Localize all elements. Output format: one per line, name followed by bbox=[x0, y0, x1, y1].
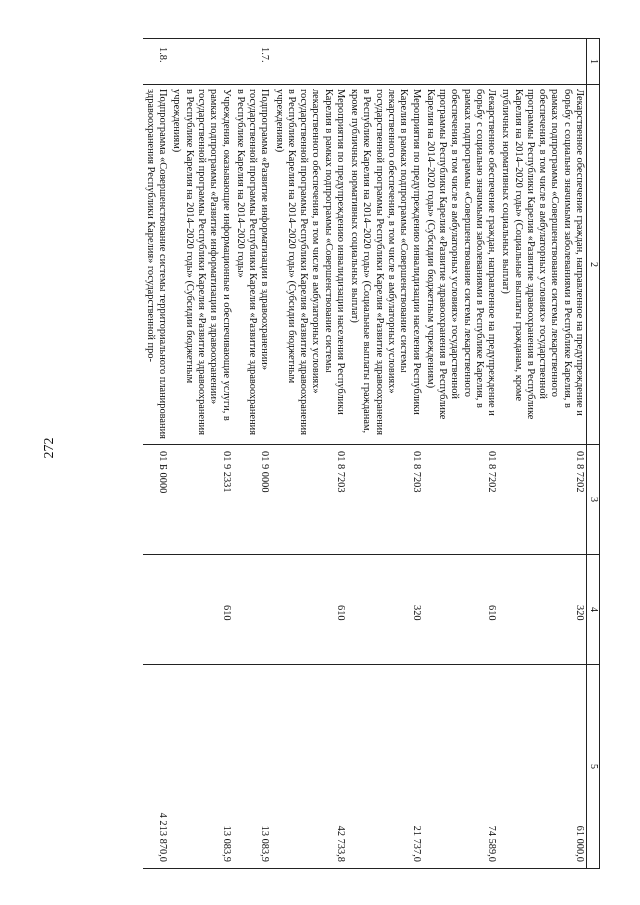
row-target-code: 01 Б 0000 bbox=[143, 445, 170, 555]
rotated-table-container bbox=[80, 38, 600, 868]
row-number bbox=[271, 39, 347, 85]
row-target-code: 01 8 7202 bbox=[423, 445, 499, 555]
table-row bbox=[423, 39, 499, 869]
row-number bbox=[498, 39, 586, 85]
header-col-4: 4 bbox=[587, 555, 600, 665]
row-target-code: 01 9 0000 bbox=[233, 445, 272, 555]
row-number bbox=[347, 39, 423, 85]
table-row bbox=[169, 39, 232, 869]
row-expense-type: 610 bbox=[271, 555, 347, 665]
table-row bbox=[233, 39, 272, 869]
page-number: 272 bbox=[42, 437, 57, 459]
row-amount: 21 737,0 bbox=[347, 665, 423, 869]
row-target-code: 01 9 2331 bbox=[169, 445, 232, 555]
row-target-code: 01 8 7203 bbox=[271, 445, 347, 555]
header-col-5: 5 bbox=[587, 665, 600, 869]
row-description: Мероприятия по предупреждению инвалидизации населения Республики Карелия в рамках подпрограммы «Совершенствование системы лекарственного обеспечения, в том числе в амбулаторных условиях» государственной программы Республики Карелия «Развитие здравоохранения в Республике Карелия на 2014–2020 годы» (Социальные выплаты гражданам, кроме публичных нормативных социальных выплат) bbox=[347, 85, 423, 445]
table-row bbox=[271, 39, 347, 869]
row-target-code: 01 8 7203 bbox=[347, 445, 423, 555]
header-col-3: 3 bbox=[587, 445, 600, 555]
row-description: Лекарственное обеспечение граждан, направленное на предупреждение и борьбу с социально значимыми заболеваниями в Республике Карелия, в рамках подпрограммы «Совершенствование системы лекарственного обеспечения, в том числе в амбулаторных условиях» государственной программы Республики Карелия «Развитие здравоохранения в Республике Карелия на 2014–2020 годы» (Социальные выплаты гражданам, кроме публичных нормативных социальных выплат) bbox=[498, 85, 586, 445]
table-row bbox=[347, 39, 423, 869]
row-description: Подпрограмма «Развитие информатизации в здравоохранении» государственной программы Республики Карелия «Развитие здравоохранения в Республике Карелия на 2014–2020 годы» bbox=[233, 85, 272, 445]
row-expense-type: 320 bbox=[498, 555, 586, 665]
row-expense-type: 610 bbox=[169, 555, 232, 665]
row-number: 1.8. bbox=[143, 39, 170, 85]
row-expense-type bbox=[233, 555, 272, 665]
row-description: Мероприятия по предупреждению инвалидизации населения Республики Карелия в рамках подпрограммы «Совершенствование системы лекарственного обеспечения, в том числе в амбулаторных условиях» государственной программы Республики Карелия «Развитие здравоохранения в Республике Карелия на 2014–2020 годы» (Субсидии бюджетным учреждениям) bbox=[271, 85, 347, 445]
row-target-code: 01 8 7202 bbox=[498, 445, 586, 555]
row-description: Учреждения, оказывающие информационные и обеспечивающие услуги, в рамках подпрограммы «Развитие информатизации в здравоохранении» государственной программы Республики Карелия «Развитие здравоохранения в Республике Карелия на 2014–2020 годы» (Субсидии бюджетным учреждениям) bbox=[169, 85, 232, 445]
row-expense-type: 610 bbox=[423, 555, 499, 665]
row-amount: 13 083,9 bbox=[169, 665, 232, 869]
row-number bbox=[423, 39, 499, 85]
header-col-1: 1 bbox=[587, 39, 600, 85]
table-row bbox=[143, 39, 170, 869]
row-amount: 4 213 870,0 bbox=[143, 665, 170, 869]
row-amount: 61 000,0 bbox=[498, 665, 586, 869]
row-number: 1.7. bbox=[233, 39, 272, 85]
budget-table bbox=[143, 38, 600, 869]
row-expense-type: 320 bbox=[347, 555, 423, 665]
row-description: Подпрограмма «Совершенствование системы территориального планирования здравоохранения Республики Карелия» государственной про- bbox=[143, 85, 170, 445]
row-description: Лекарственное обеспечение граждан, направленное на предупреждение и борьбу с социально значимыми заболеваниями в Республике Карелия, в рамках подпрограммы «Совершенствование системы лекарственного обеспечения, в том числе в амбулаторных условиях» государственной программы Республики Карелия «Развитие здравоохранения в Республике Карелия на 2014–2020 годы» (Субсидии бюджетным учреждениям) bbox=[423, 85, 499, 445]
table-row bbox=[498, 39, 586, 869]
row-number bbox=[169, 39, 232, 85]
row-expense-type bbox=[143, 555, 170, 665]
row-amount: 13 083,9 bbox=[233, 665, 272, 869]
header-col-2: 2 bbox=[587, 85, 600, 445]
row-amount: 74 589,0 bbox=[423, 665, 499, 869]
table-header-row bbox=[587, 39, 600, 869]
row-amount: 42 733,8 bbox=[271, 665, 347, 869]
